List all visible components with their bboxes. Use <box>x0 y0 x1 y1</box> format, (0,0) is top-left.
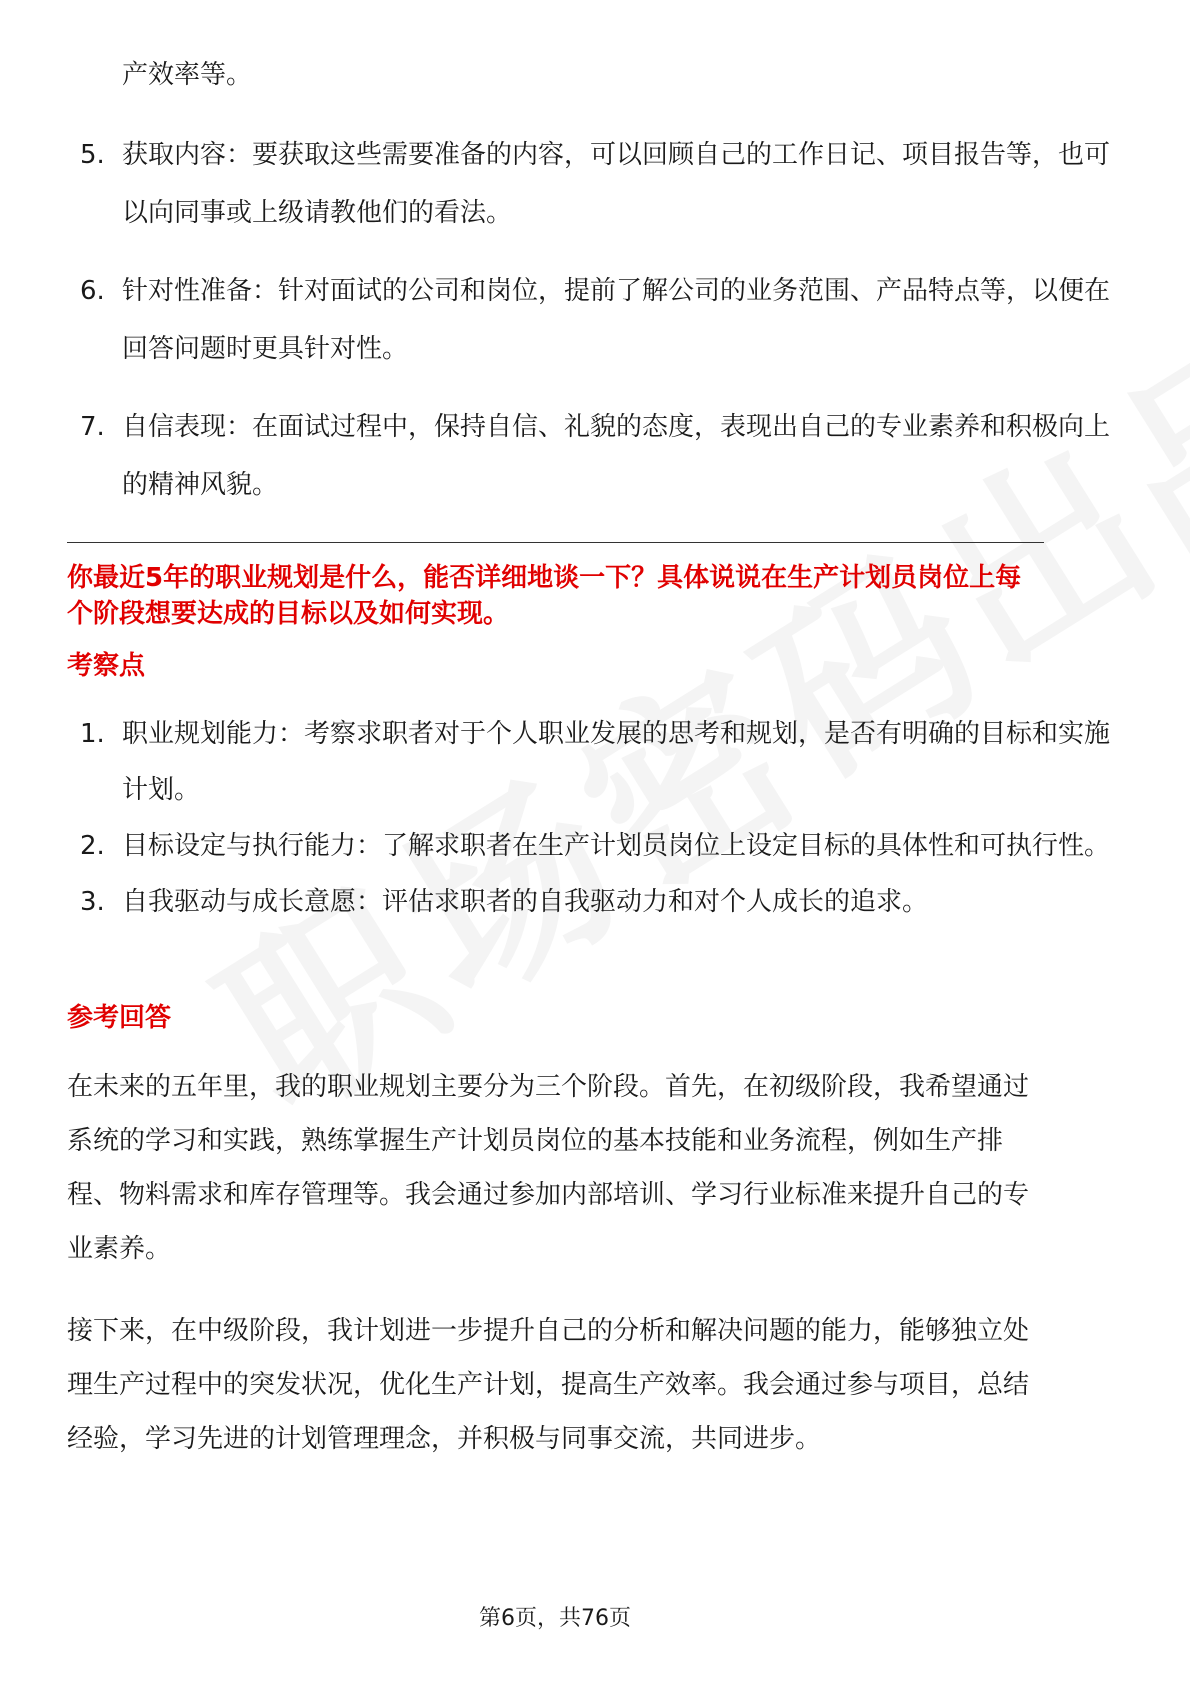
list-text: 职业规划能力：考察求职者对于个人职业发展的思考和规划，是否有明确的目标和实施计划。 <box>122 719 1111 805</box>
question-title: 你最近5年的职业规划是什么，能否详细地谈一下？具体说说在生产计划员岗位上每个阶段想要达成的目标以及如何实现。 <box>67 563 1022 629</box>
list-number: 6. <box>80 276 105 306</box>
list-item <box>80 818 1120 874</box>
section-divider <box>67 542 1044 543</box>
list-number: 5. <box>80 140 105 170</box>
answer-paragraph: 接下来，在中级阶段，我计划进一步提升自己的分析和解决问题的能力，能够独立处理生产过程中的突发状况，优化生产计划，提高生产效率。我会通过参与项目，总结经验，学习先进的计划管理理念，并积极与同事交流，共同进步。 <box>67 1316 1030 1454</box>
preparation-list <box>80 126 1120 534</box>
continued-text: 产效率等。 <box>122 60 253 90</box>
list-number: 3. <box>80 887 105 917</box>
list-number: 1. <box>80 719 105 749</box>
list-item <box>80 126 1120 242</box>
list-text: 自我驱动与成长意愿：评估求职者的自我驱动力和对个人成长的追求。 <box>122 887 929 917</box>
list-text: 针对性准备：针对面试的公司和岗位，提前了解公司的业务范围、产品特点等，以便在回答问题时更具针对性。 <box>122 276 1111 364</box>
answer-paragraph: 在未来的五年里，我的职业规划主要分为三个阶段。首先，在初级阶段，我希望通过系统的学习和实践，熟练掌握生产计划员岗位的基本技能和业务流程，例如生产排程、物料需求和库存管理等。我会通过参加内部培训、学习行业标准来提升自己的专业素养。 <box>67 1072 1030 1264</box>
list-item <box>80 398 1120 514</box>
list-text: 自信表现：在面试过程中，保持自信、礼貌的态度，表现出自己的专业素养和积极向上的精神风貌。 <box>122 412 1111 500</box>
page-footer: 第6页，共76页 <box>479 1606 631 1631</box>
list-item <box>80 874 1120 930</box>
list-item <box>80 706 1120 818</box>
assessment-points-heading: 考察点 <box>67 651 146 681</box>
list-text: 获取内容：要获取这些需要准备的内容，可以回顾自己的工作日记、项目报告等，也可以向同事或上级请教他们的看法。 <box>122 140 1111 228</box>
list-item <box>80 262 1120 378</box>
reference-answer-heading: 参考回答 <box>67 1003 172 1033</box>
list-number: 7. <box>80 412 105 442</box>
list-number: 2. <box>80 831 105 861</box>
list-text: 目标设定与执行能力：了解求职者在生产计划员岗位上设定目标的具体性和可执行性。 <box>122 831 1111 861</box>
assessment-points-list <box>80 706 1120 930</box>
